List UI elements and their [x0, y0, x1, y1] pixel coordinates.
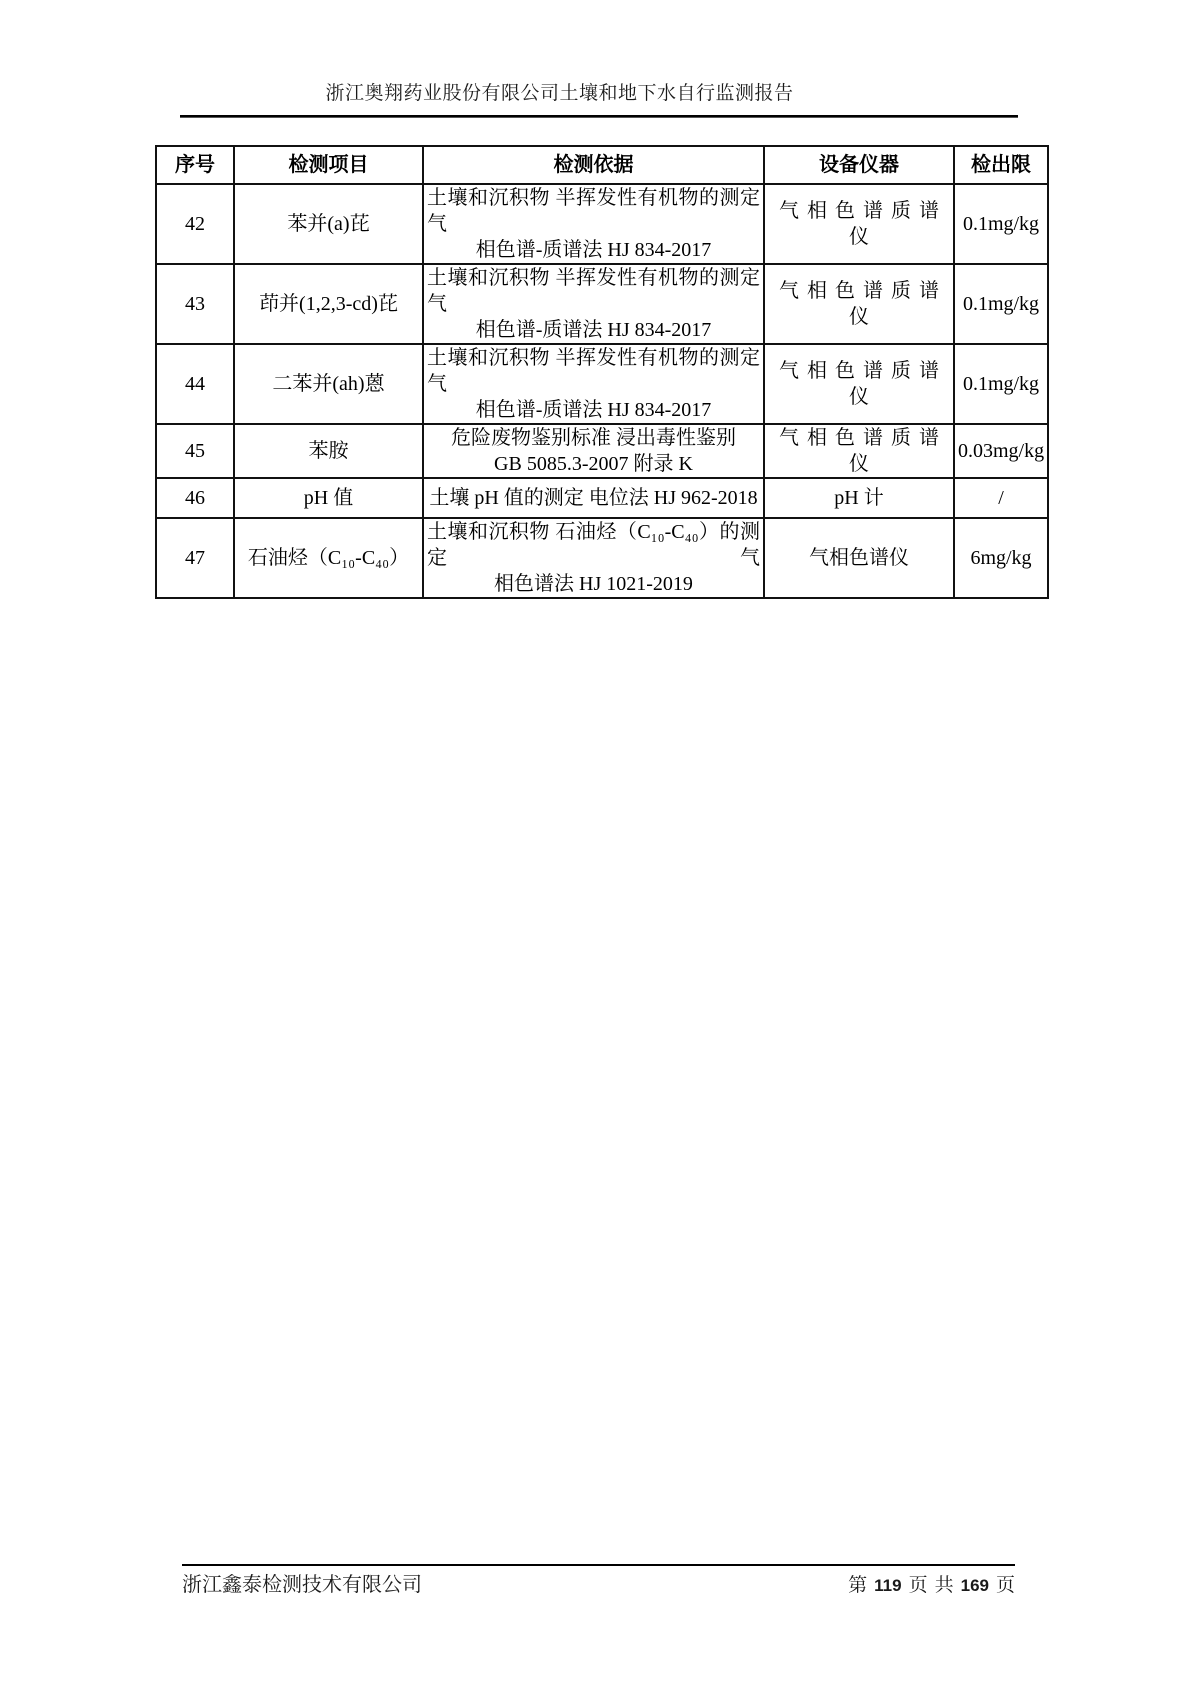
cell-basis: 土壤 pH 值的测定 电位法 HJ 962-2018 [423, 478, 764, 518]
report-table-body [156, 184, 1048, 598]
cell-limit: / [954, 478, 1048, 518]
cell-limit: 0.03mg/kg [954, 424, 1048, 478]
table-row [156, 184, 1048, 264]
cell-equipment: 气相色谱质谱 仪 [764, 264, 954, 344]
page-number-current: 119 [874, 1576, 902, 1595]
report-table [155, 145, 1049, 599]
cell-item: 石油烃（C₁₀-C₄₀） [234, 518, 423, 598]
cell-equipment: 气相色谱质谱 仪 [764, 424, 954, 478]
page-title: 浙江奥翔药业股份有限公司土壤和地下水自行监测报告 [325, 83, 794, 104]
footer-page-number [848, 1571, 1015, 1601]
footer-company: 浙江鑫泰检测技术有限公司 [182, 1574, 422, 1596]
table-row [156, 264, 1048, 344]
table-header-row [156, 146, 1048, 184]
col-header-equipment: 设备仪器 [764, 146, 954, 184]
cell-no: 47 [156, 518, 234, 598]
cell-no: 46 [156, 478, 234, 518]
page-number-suffix: 页 [995, 1575, 1015, 1596]
cell-limit: 0.1mg/kg [954, 184, 1048, 264]
page-footer [182, 1570, 1015, 1601]
col-header-no: 序号 [156, 146, 234, 184]
cell-item: 苯胺 [234, 424, 423, 478]
page-number-total: 169 [960, 1576, 989, 1595]
cell-no: 45 [156, 424, 234, 478]
cell-item: 茚并(1,2,3-cd)芘 [234, 264, 423, 344]
cell-basis: 土壤和沉积物 石油烃（C₁₀-C₄₀）的测定 气 相色谱法 HJ 1021-2019 [423, 518, 764, 598]
cell-item: 苯并(a)芘 [234, 184, 423, 264]
cell-basis: 土壤和沉积物 半挥发性有机物的测定 气 相色谱-质谱法 HJ 834-2017 [423, 264, 764, 344]
cell-no: 42 [156, 184, 234, 264]
cell-limit: 0.1mg/kg [954, 264, 1048, 344]
page-number-middle-1: 页 [908, 1575, 928, 1596]
cell-item: 二苯并(ah)蒽 [234, 344, 423, 424]
table-row [156, 478, 1048, 518]
header-rule [180, 115, 1018, 118]
col-header-basis: 检测依据 [423, 146, 764, 184]
cell-limit: 6mg/kg [954, 518, 1048, 598]
col-header-limit: 检出限 [954, 146, 1048, 184]
cell-equipment: 气相色谱仪 [764, 518, 954, 598]
table-row [156, 518, 1048, 598]
cell-equipment: 气相色谱质谱 仪 [764, 184, 954, 264]
cell-no: 43 [156, 264, 234, 344]
table-row [156, 424, 1048, 478]
page-number-prefix: 第 [848, 1575, 868, 1596]
col-header-item: 检测项目 [234, 146, 423, 184]
cell-basis: 土壤和沉积物 半挥发性有机物的测定 气 相色谱-质谱法 HJ 834-2017 [423, 184, 764, 264]
table-row [156, 344, 1048, 424]
footer-rule [182, 1564, 1015, 1566]
cell-limit: 0.1mg/kg [954, 344, 1048, 424]
cell-basis: 土壤和沉积物 半挥发性有机物的测定 气 相色谱-质谱法 HJ 834-2017 [423, 344, 764, 424]
cell-equipment: 气相色谱质谱 仪 [764, 344, 954, 424]
cell-equipment: pH 计 [764, 478, 954, 518]
cell-basis: 危险废物鉴别标准 浸出毒性鉴别 GB 5085.3-2007 附录 K [423, 424, 764, 478]
cell-item: pH 值 [234, 478, 423, 518]
page-number-middle-2: 共 [934, 1575, 954, 1596]
cell-no: 44 [156, 344, 234, 424]
